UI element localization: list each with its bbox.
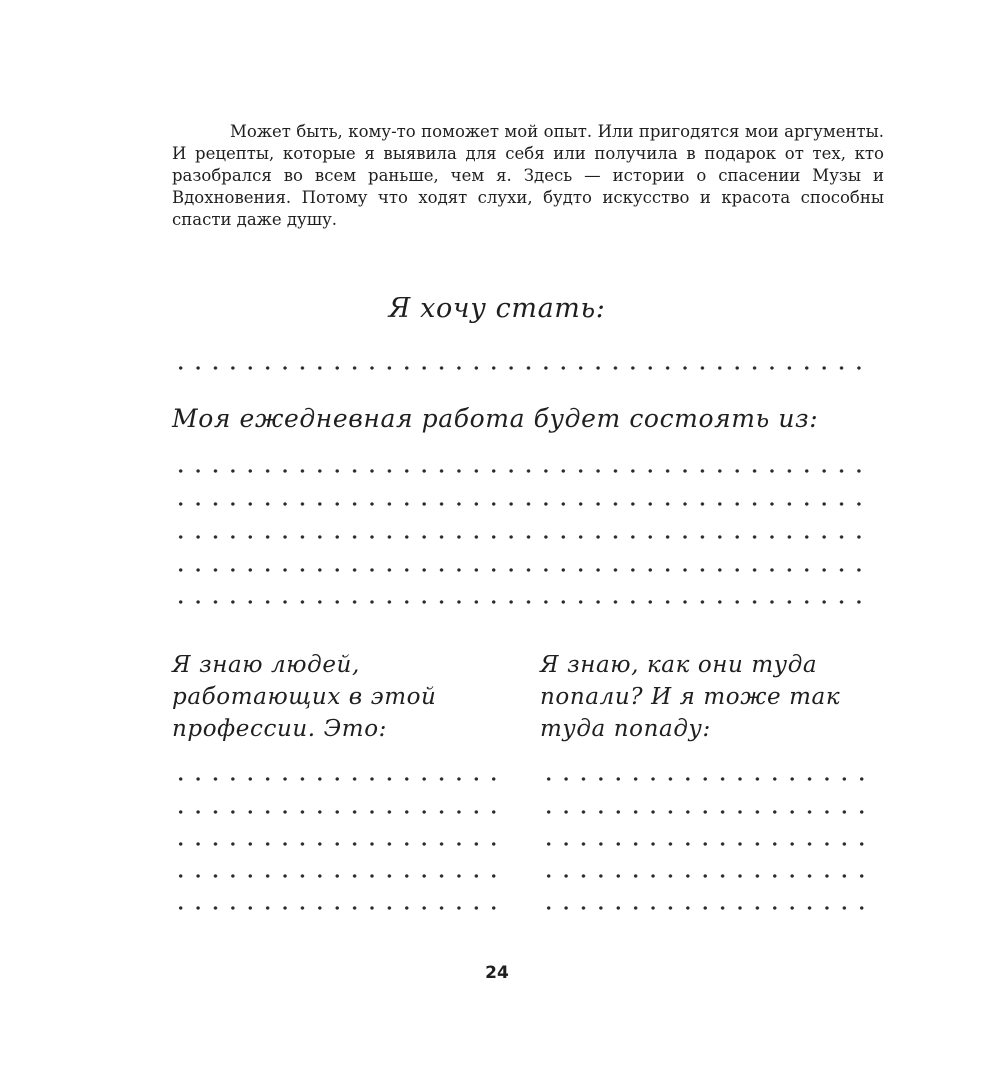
- intro-paragraph: Может быть, кому-то поможет мой опыт. Или пригодятся мои аргументы. И рецепты, которые я выявила для себя или получила в подарок от тех, кто разобрался во всем раньше, чем я. Здесь — истории о спасении Музы и Вдохновения. Потому что ходят слухи, будто искусство и красота способны спасти даже душу.: [172, 122, 884, 229]
- prompt-become-heading: Я хочу стать:: [388, 293, 606, 324]
- prompt-how-they-got-heading: Я знаю, как они туда попали? И я тоже так туда попаду:: [540, 652, 841, 742]
- answer-line-daily-work[interactable]: [172, 468, 872, 474]
- answer-line-daily-work[interactable]: [172, 501, 872, 507]
- prompt-people-known-heading: Я знаю людей, работающих в этой профессии. Это:: [172, 652, 437, 742]
- answer-line-how-they-got[interactable]: [540, 776, 870, 782]
- answer-line-people-known[interactable]: [172, 841, 502, 847]
- answer-line-people-known[interactable]: [172, 809, 502, 815]
- answer-line-how-they-got[interactable]: [540, 841, 870, 847]
- page-number: 24: [485, 963, 509, 983]
- answer-line-how-they-got[interactable]: [540, 905, 870, 911]
- answer-line-people-known[interactable]: [172, 905, 502, 911]
- answer-line-how-they-got[interactable]: [540, 809, 870, 815]
- answer-line-daily-work[interactable]: [172, 567, 872, 573]
- answer-line-people-known[interactable]: [172, 873, 502, 879]
- answer-line-daily-work[interactable]: [172, 599, 872, 605]
- answer-line-daily-work[interactable]: [172, 534, 872, 540]
- prompt-daily-work-heading: Моя ежедневная работа будет состоять из:: [172, 404, 819, 433]
- answer-line-become[interactable]: [172, 365, 872, 371]
- answer-line-how-they-got[interactable]: [540, 873, 870, 879]
- answer-line-people-known[interactable]: [172, 776, 502, 782]
